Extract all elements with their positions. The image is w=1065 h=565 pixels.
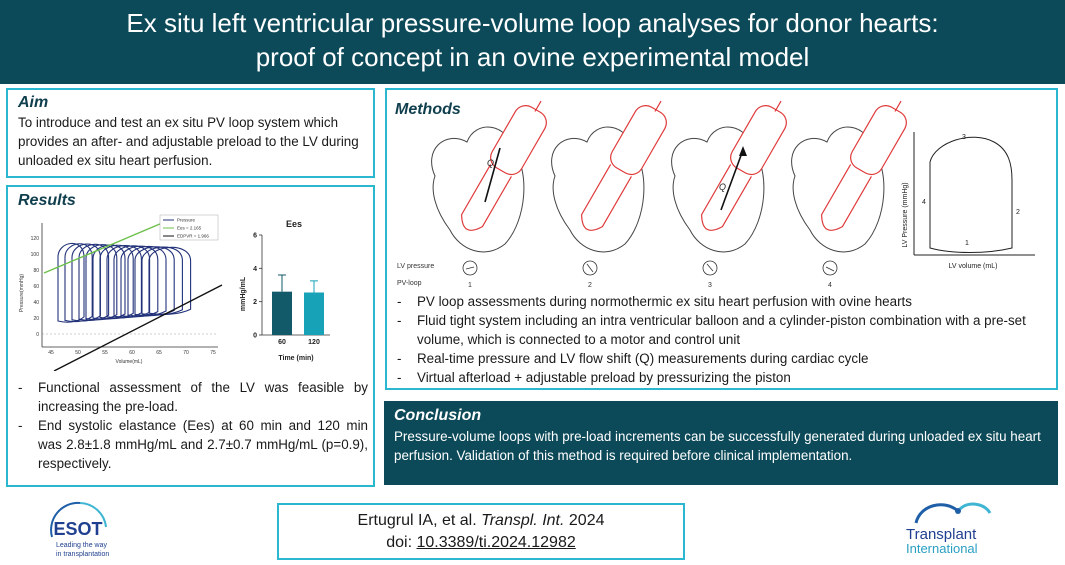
loop-xlabel: LV volume (mL): [948, 263, 998, 270]
poster-title-line-2: proof of concept in an ovine experimental model: [255, 42, 810, 72]
pv-ytick: 80: [33, 268, 39, 274]
results-panel: [6, 185, 375, 487]
doi-link[interactable]: 10.3389/ti.2024.12982: [416, 534, 576, 551]
finding-text: Functional assessment of the LV was feasible by increasing the pre-load.: [38, 380, 368, 414]
step-number: 1: [468, 282, 472, 289]
pv-loop-trace: [142, 247, 182, 315]
methods-title: Methods: [395, 101, 461, 118]
pv-ytick: 40: [33, 300, 39, 306]
pv-xtick: 55: [102, 350, 108, 356]
pv-xtick: 45: [48, 350, 54, 356]
conclusion-panel: [384, 401, 1058, 485]
heart-step-3: [672, 93, 796, 289]
ees-error-bar: [278, 275, 286, 292]
doi-prefix: doi:: [386, 534, 413, 551]
ees-bar-120: [304, 293, 324, 336]
methods-bullets: [395, 292, 1050, 387]
pv-xtick: 50: [75, 350, 81, 356]
pv-ytick: 20: [33, 316, 39, 322]
pv-loop-trace: [121, 246, 158, 317]
esot-wordmark: ESOT: [53, 519, 103, 539]
pv-ytick: 0: [36, 332, 39, 338]
doi-line: [279, 532, 683, 554]
dash-bullet: -: [18, 418, 23, 433]
pv-legend: [160, 215, 218, 240]
pv-plot-ylabel: Pressure(mmHg): [19, 273, 25, 313]
header-banner: [0, 0, 1065, 84]
ees-category-label: 60: [278, 339, 286, 346]
heart-step-2: [552, 93, 676, 289]
finding-item: [16, 378, 368, 416]
methods-bullet: [395, 349, 1050, 368]
pv-loop-trace: [114, 246, 150, 318]
methods-panel: [385, 88, 1058, 390]
citation-line: [279, 510, 683, 532]
loop-ylabel: LV Pressure (mmHg): [902, 182, 909, 248]
esot-tagline: in transplantation: [56, 551, 110, 558]
step-number: 3: [708, 282, 712, 289]
methods-diagram: [387, 90, 1056, 290]
aim-title: Aim: [18, 94, 49, 111]
ti-wordmark-line2: International: [906, 541, 978, 556]
methods-bullet: [395, 292, 1050, 311]
pv-loop-trace: [58, 243, 84, 322]
pv-loop-schematic: [902, 132, 1035, 270]
ees-bar-60: [272, 292, 292, 335]
conclusion-text: Pressure-volume loops with pre-load increments can be successfully generated during unloaded ex situ heart perfusion. Validation of this method is required before clinical implementation.: [394, 429, 1041, 463]
esot-logo: [40, 497, 150, 561]
legend-pressure: Pressure: [177, 217, 196, 223]
heart-step-4: [792, 93, 916, 289]
loop-phase-label: 1: [965, 240, 969, 247]
pv-loop-plot: [14, 213, 226, 371]
step-number: 4: [828, 282, 832, 289]
loop-phase-label: 4: [922, 199, 926, 206]
methods-bullet-text: Virtual afterload + adjustable preload by pressurizing the piston: [417, 370, 791, 385]
results-title: Results: [18, 192, 76, 209]
ees-chart-xlabel: Time (min): [278, 355, 314, 362]
results-findings: [16, 378, 368, 473]
heart-step-1: [432, 93, 556, 289]
conclusion-title: Conclusion: [394, 407, 482, 424]
dash-bullet: -: [397, 294, 402, 309]
pv-ytick: 120: [30, 236, 39, 242]
flow-label-q: Q: [719, 182, 727, 192]
step-number: 2: [588, 282, 592, 289]
citation-authors: Ertugrul IA, et al.: [357, 512, 477, 529]
finding-text: End systolic elastance (Ees) at 60 min and 120 min was 2.8±1.8 mmHg/mL and 2.7±0.7 mmHg/mL (p=0.9), respectively.: [38, 418, 368, 471]
pv-xtick: 60: [129, 350, 135, 356]
pv-ytick: 100: [30, 252, 39, 258]
legend-edpvr: EDPVR = 1.966: [177, 233, 209, 239]
flow-label-q: Q: [487, 158, 495, 168]
ees-error-bar: [310, 281, 318, 293]
ees-ytick-label: 0: [253, 332, 257, 340]
pv-ytick: 60: [33, 284, 39, 290]
pressure-gauge-icon: [823, 261, 837, 275]
poster-title-line-1: Ex situ left ventricular pressure-volume loop analyses for donor hearts:: [126, 8, 939, 38]
ti-wordmark-line1: Transplant: [906, 526, 977, 543]
loop-phase-label: 3: [962, 134, 966, 141]
pv-xtick: 75: [210, 350, 216, 356]
pv-loop-trace: [86, 245, 117, 320]
dash-bullet: -: [18, 380, 23, 395]
methods-bullet-text: Real-time pressure and LV flow shift (Q) measurements during cardiac cycle: [417, 351, 869, 366]
loop-phase-label: 2: [1016, 209, 1020, 216]
ees-ytick-label: 6: [253, 232, 257, 240]
finding-item: [16, 416, 368, 473]
pv-xtick: 70: [183, 350, 189, 356]
ees-category-label: 120: [308, 339, 320, 346]
dash-bullet: -: [397, 313, 402, 328]
citation-box: [277, 503, 685, 560]
ees-ytick-label: 2: [253, 299, 257, 307]
dash-bullet: -: [397, 370, 402, 385]
methods-bullet-text: Fluid tight system including an intra ventricular balloon and a cylinder-piston combination with a pre-set volume, which is connected to a motor and control unit: [417, 313, 1026, 347]
methods-bullet: [395, 368, 1050, 387]
citation-journal: Transpl. Int.: [481, 512, 565, 529]
aim-text: To introduce and test an ex situ PV loop system which provides an after- and adjustable preload to the LV during unloaded ex situ heart perfusion.: [18, 115, 359, 168]
esot-tagline: Leading the way: [56, 542, 107, 549]
ees-chart-ylabel: mmHg/mL: [240, 276, 247, 312]
pv-plot-xlabel: Volume(mL): [115, 359, 143, 365]
methods-bullet-text: PV loop assessments during normothermic ex situ heart perfusion with ovine hearts: [417, 294, 912, 309]
aim-panel: [6, 88, 375, 178]
ees-ytick-label: 4: [253, 265, 257, 273]
ees-chart-title: Ees: [285, 219, 303, 229]
row-label-pv-loop: PV-loop: [397, 280, 422, 287]
row-label-lv-pressure: LV pressure: [397, 263, 435, 270]
citation-year: 2024: [568, 512, 605, 529]
dash-bullet: -: [397, 351, 402, 366]
methods-bullet: [395, 311, 1050, 349]
pv-loop-family: [58, 243, 191, 322]
legend-ees: Ees = 2.165: [177, 225, 202, 231]
ees-bar-chart: [234, 219, 334, 369]
pv-xtick: 65: [156, 350, 162, 356]
transplant-international-logo: [902, 493, 1042, 559]
